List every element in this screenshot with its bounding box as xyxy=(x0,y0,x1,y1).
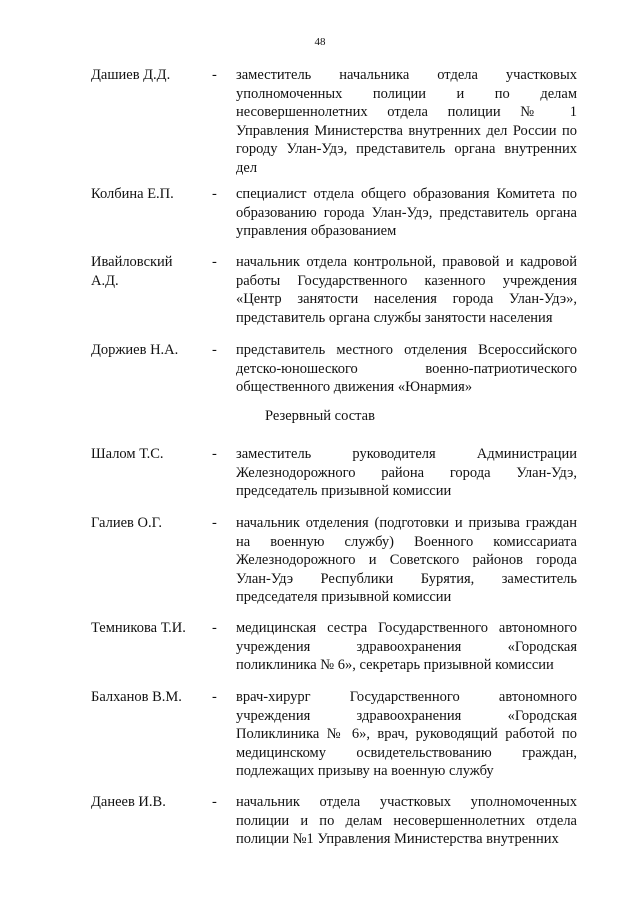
description-line: образованию города Улан-Удэ, представитель органа xyxy=(236,204,577,221)
description-line: управления образованием xyxy=(236,223,397,239)
description-line: Управления Министерства внутренних дел России по xyxy=(236,122,577,139)
description-line: на военную службу) Военного комиссариата xyxy=(236,533,577,550)
dash-separator: - xyxy=(212,794,217,810)
description-line: председатель призывной комиссии xyxy=(236,483,452,499)
member-description xyxy=(236,341,577,397)
description-line: начальник отдела участковых уполномоченных xyxy=(236,794,577,810)
member-description xyxy=(236,185,577,241)
description-line: заместитель начальника отдела участковых xyxy=(236,67,577,83)
member-name: Доржиев Н.А. xyxy=(91,342,179,358)
description-line: «Центр занятости населения города Улан-Удэ», xyxy=(236,291,577,307)
description-line: Железнодорожного и Советского районов города xyxy=(236,552,577,568)
description-line: полиции №1 Управления Министерства внутренних xyxy=(236,831,559,847)
description-line: учреждения здравоохранения «Городская xyxy=(236,638,577,655)
dash-separator: - xyxy=(212,254,217,270)
description-line: детско-юношеского военно-патриотического xyxy=(236,360,577,377)
description-line: представитель местного отделения Всероссийского xyxy=(236,342,577,358)
description-line: медицинскому освидетельствованию граждан, xyxy=(236,744,577,761)
description-line: Железнодорожного района города Улан-Удэ, xyxy=(236,464,577,481)
member-description xyxy=(236,688,577,781)
member-description xyxy=(236,66,577,177)
member-description xyxy=(236,253,577,327)
description-line: общественного движения «Юнармия» xyxy=(236,379,473,395)
member-description xyxy=(236,445,577,501)
description-line: специалист отдела общего образования Комитета по xyxy=(236,186,577,202)
description-line: представитель органа службы занятости населения xyxy=(236,309,553,326)
description-line: работы Государственного казенного учреждения xyxy=(236,272,577,289)
description-line: врач-хирург Государственного автономного xyxy=(236,689,577,705)
dash-separator: - xyxy=(212,342,217,358)
member-name: Ивайловский А.Д. xyxy=(91,254,173,289)
member-description xyxy=(236,514,577,607)
description-line: начальник отдела контрольной, правовой и кадровой xyxy=(236,254,577,270)
member-name: Темникова Т.И. xyxy=(91,620,186,636)
dash-separator: - xyxy=(212,446,217,462)
description-line: дел xyxy=(236,159,258,176)
member-name: Колбина Е.П. xyxy=(91,186,174,202)
description-line: Поликлиника № 6», врач, руководящий работой по xyxy=(236,726,577,742)
dash-separator: - xyxy=(212,67,217,83)
description-line: начальник отделения (подготовки и призыва граждан xyxy=(236,515,577,531)
dash-separator: - xyxy=(212,515,217,531)
dash-separator: - xyxy=(212,689,217,705)
description-line: поликлиника № 6», секретарь призывной комиссии xyxy=(236,657,554,673)
description-line: учреждения здравоохранения «Городская xyxy=(236,707,577,724)
description-line: уполномоченных полиции и по делам xyxy=(236,85,577,102)
member-name: Шалом Т.С. xyxy=(91,446,164,462)
dash-separator: - xyxy=(212,186,217,202)
description-line: полиции и по делам несовершеннолетних отдела xyxy=(236,812,577,829)
member-name: Балханов В.М. xyxy=(91,689,182,705)
description-line: председателя призывной комиссии xyxy=(236,589,452,605)
member-description xyxy=(236,619,577,675)
description-line: подлежащих призыву на военную службу xyxy=(236,763,494,779)
description-line: Улан-Удэ Республики Бурятия, заместитель xyxy=(236,570,577,587)
member-name: Данеев И.В. xyxy=(91,794,166,810)
member-name: Галиев О.Г. xyxy=(91,515,162,531)
description-line: несовершеннолетних отдела полиции № 1 xyxy=(236,104,577,120)
description-line: городу Улан-Удэ, представитель органа внутренних xyxy=(236,141,577,157)
description-line: заместитель руководителя Администрации xyxy=(236,446,577,462)
member-description xyxy=(236,793,577,849)
page-number: 48 xyxy=(314,36,326,48)
member-name: Дашиев Д.Д. xyxy=(91,67,171,83)
section-heading: Резервный состав xyxy=(265,408,375,424)
dash-separator: - xyxy=(212,620,217,636)
description-line: медицинская сестра Государственного автономного xyxy=(236,620,577,636)
